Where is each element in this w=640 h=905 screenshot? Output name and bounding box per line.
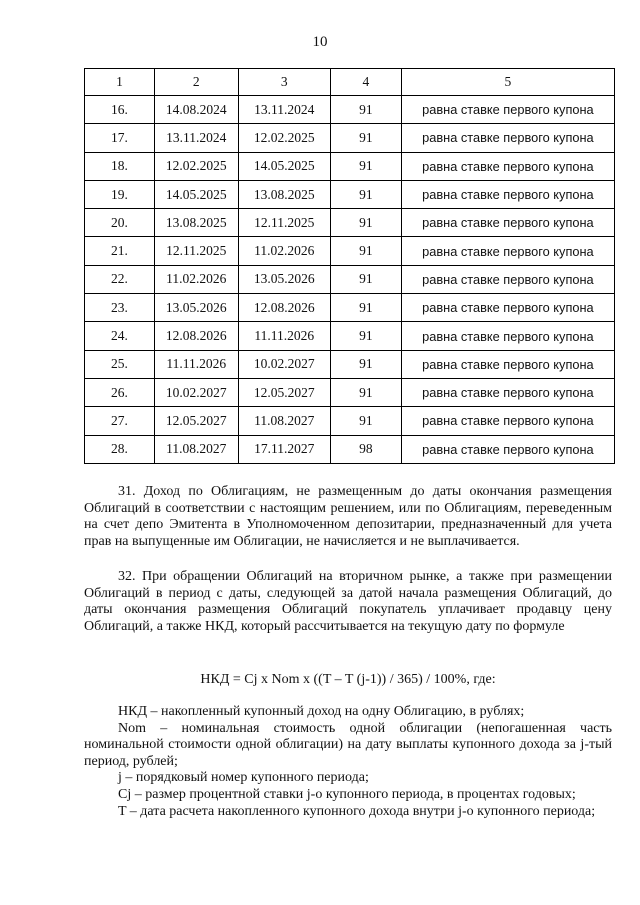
paragraph-32 [84, 569, 612, 635]
coupon-number: 26. [85, 378, 155, 406]
period-days: 91 [330, 350, 401, 378]
formula-definitions [84, 704, 612, 820]
column-header-3: 3 [238, 69, 330, 96]
paragraph-31-text: 31. Доход по Облигациям, не размещенным до даты окончания размещения Облигаций в соответствии с настоящим решением, или по Облигациям, переведенным на счет депо Эмитента в Уполномоченном депозитарии, предназначенный для учета прав на выпущенные им Облигации, не начисляется и не выплачивается. [84, 484, 612, 549]
paragraph-32-text: 32. При обращении Облигаций на вторичном рынке, а также при размещении Облигаций в период с даты, следующей за датой начала размещения Облигаций, до даты окончания размещения Облигаций покупатель уплачивает продавцу цену Облигаций, а также НКД, который рассчитывается на текущую дату по формуле [84, 569, 612, 634]
start-date: 13.05.2026 [154, 294, 238, 322]
coupon-number: 24. [85, 322, 155, 350]
period-days: 98 [330, 435, 401, 463]
period-days: 91 [330, 180, 401, 208]
end-date: 13.11.2024 [238, 96, 330, 124]
start-date: 13.08.2025 [154, 209, 238, 237]
coupon-number: 17. [85, 124, 155, 152]
start-date: 10.02.2027 [154, 378, 238, 406]
coupon-number: 19. [85, 180, 155, 208]
table-row [85, 209, 615, 237]
period-days: 91 [330, 96, 401, 124]
start-date: 12.11.2025 [154, 237, 238, 265]
page-number: 10 [312, 34, 328, 50]
period-days: 91 [330, 378, 401, 406]
coupon-rate: равна ставке первого купона [401, 96, 614, 124]
coupon-rate: равна ставке первого купона [401, 435, 614, 463]
coupon-number: 22. [85, 265, 155, 293]
table-row [85, 378, 615, 406]
coupon-number: 25. [85, 350, 155, 378]
start-date: 12.02.2025 [154, 152, 238, 180]
coupon-number: 27. [85, 407, 155, 435]
start-date: 14.08.2024 [154, 96, 238, 124]
end-date: 17.11.2027 [238, 435, 330, 463]
coupon-rate: равна ставке первого купона [401, 180, 614, 208]
table-row [85, 435, 615, 463]
table-row [85, 96, 615, 124]
table-row [85, 407, 615, 435]
coupon-number: 16. [85, 96, 155, 124]
period-days: 91 [330, 124, 401, 152]
column-header-2: 2 [154, 69, 238, 96]
column-header-1: 1 [85, 69, 155, 96]
coupon-rate: равна ставке первого купона [401, 265, 614, 293]
coupon-rate: равна ставке первого купона [401, 322, 614, 350]
table-row [85, 294, 615, 322]
end-date: 12.02.2025 [238, 124, 330, 152]
start-date: 11.08.2027 [154, 435, 238, 463]
period-days: 91 [330, 152, 401, 180]
coupon-rate: равна ставке первого купона [401, 294, 614, 322]
start-date: 11.11.2026 [154, 350, 238, 378]
end-date: 12.11.2025 [238, 209, 330, 237]
column-header-5: 5 [401, 69, 614, 96]
coupon-number: 18. [85, 152, 155, 180]
start-date: 12.08.2026 [154, 322, 238, 350]
end-date: 11.08.2027 [238, 407, 330, 435]
end-date: 13.05.2026 [238, 265, 330, 293]
nkd-formula: НКД = Cj x Nom x ((T – T (j-1)) / 365) / 100%, где: [200, 672, 496, 687]
coupon-number: 23. [85, 294, 155, 322]
coupon-schedule-table [84, 68, 615, 464]
definition-cj: Cj – размер процентной ставки j-о купонного периода, в процентах годовых; [118, 786, 576, 802]
period-days: 91 [330, 209, 401, 237]
table-row [85, 124, 615, 152]
table-row [85, 322, 615, 350]
start-date: 11.02.2026 [154, 265, 238, 293]
paragraph-31 [84, 484, 612, 550]
column-header-4: 4 [330, 69, 401, 96]
end-date: 10.02.2027 [238, 350, 330, 378]
end-date: 12.08.2026 [238, 294, 330, 322]
start-date: 14.05.2025 [154, 180, 238, 208]
coupon-rate: равна ставке первого купона [401, 124, 614, 152]
definition-nkd: НКД – накопленный купонный доход на одну Облигацию, в рублях; [118, 704, 525, 719]
period-days: 91 [330, 322, 401, 350]
period-days: 91 [330, 294, 401, 322]
table-row [85, 180, 615, 208]
coupon-rate: равна ставке первого купона [401, 407, 614, 435]
start-date: 12.05.2027 [154, 407, 238, 435]
definition-nom: Nom – номинальная стоимость одной облигации (непогашенная часть номинальной стоимости одной облигации) на дату выплаты купонного дохода за j-тый период, рублей; [84, 720, 612, 769]
definition-t: T – дата расчета накопленного купонного дохода внутри j-о купонного периода; [118, 803, 596, 819]
end-date: 11.11.2026 [238, 322, 330, 350]
coupon-rate: равна ставке первого купона [401, 152, 614, 180]
end-date: 11.02.2026 [238, 237, 330, 265]
coupon-number: 28. [85, 435, 155, 463]
coupon-rate: равна ставке первого купона [401, 350, 614, 378]
coupon-rate: равна ставке первого купона [401, 209, 614, 237]
end-date: 12.05.2027 [238, 378, 330, 406]
coupon-number: 21. [85, 237, 155, 265]
coupon-number: 20. [85, 209, 155, 237]
table-row [85, 152, 615, 180]
table-header-row [85, 69, 615, 96]
end-date: 14.05.2025 [238, 152, 330, 180]
coupon-rate: равна ставке первого купона [401, 237, 614, 265]
period-days: 91 [330, 237, 401, 265]
table-row [85, 265, 615, 293]
start-date: 13.11.2024 [154, 124, 238, 152]
period-days: 91 [330, 407, 401, 435]
end-date: 13.08.2025 [238, 180, 330, 208]
definition-j: j – порядковый номер купонного периода; [118, 770, 369, 786]
table-row [85, 350, 615, 378]
table-row [85, 237, 615, 265]
period-days: 91 [330, 265, 401, 293]
coupon-rate: равна ставке первого купона [401, 378, 614, 406]
